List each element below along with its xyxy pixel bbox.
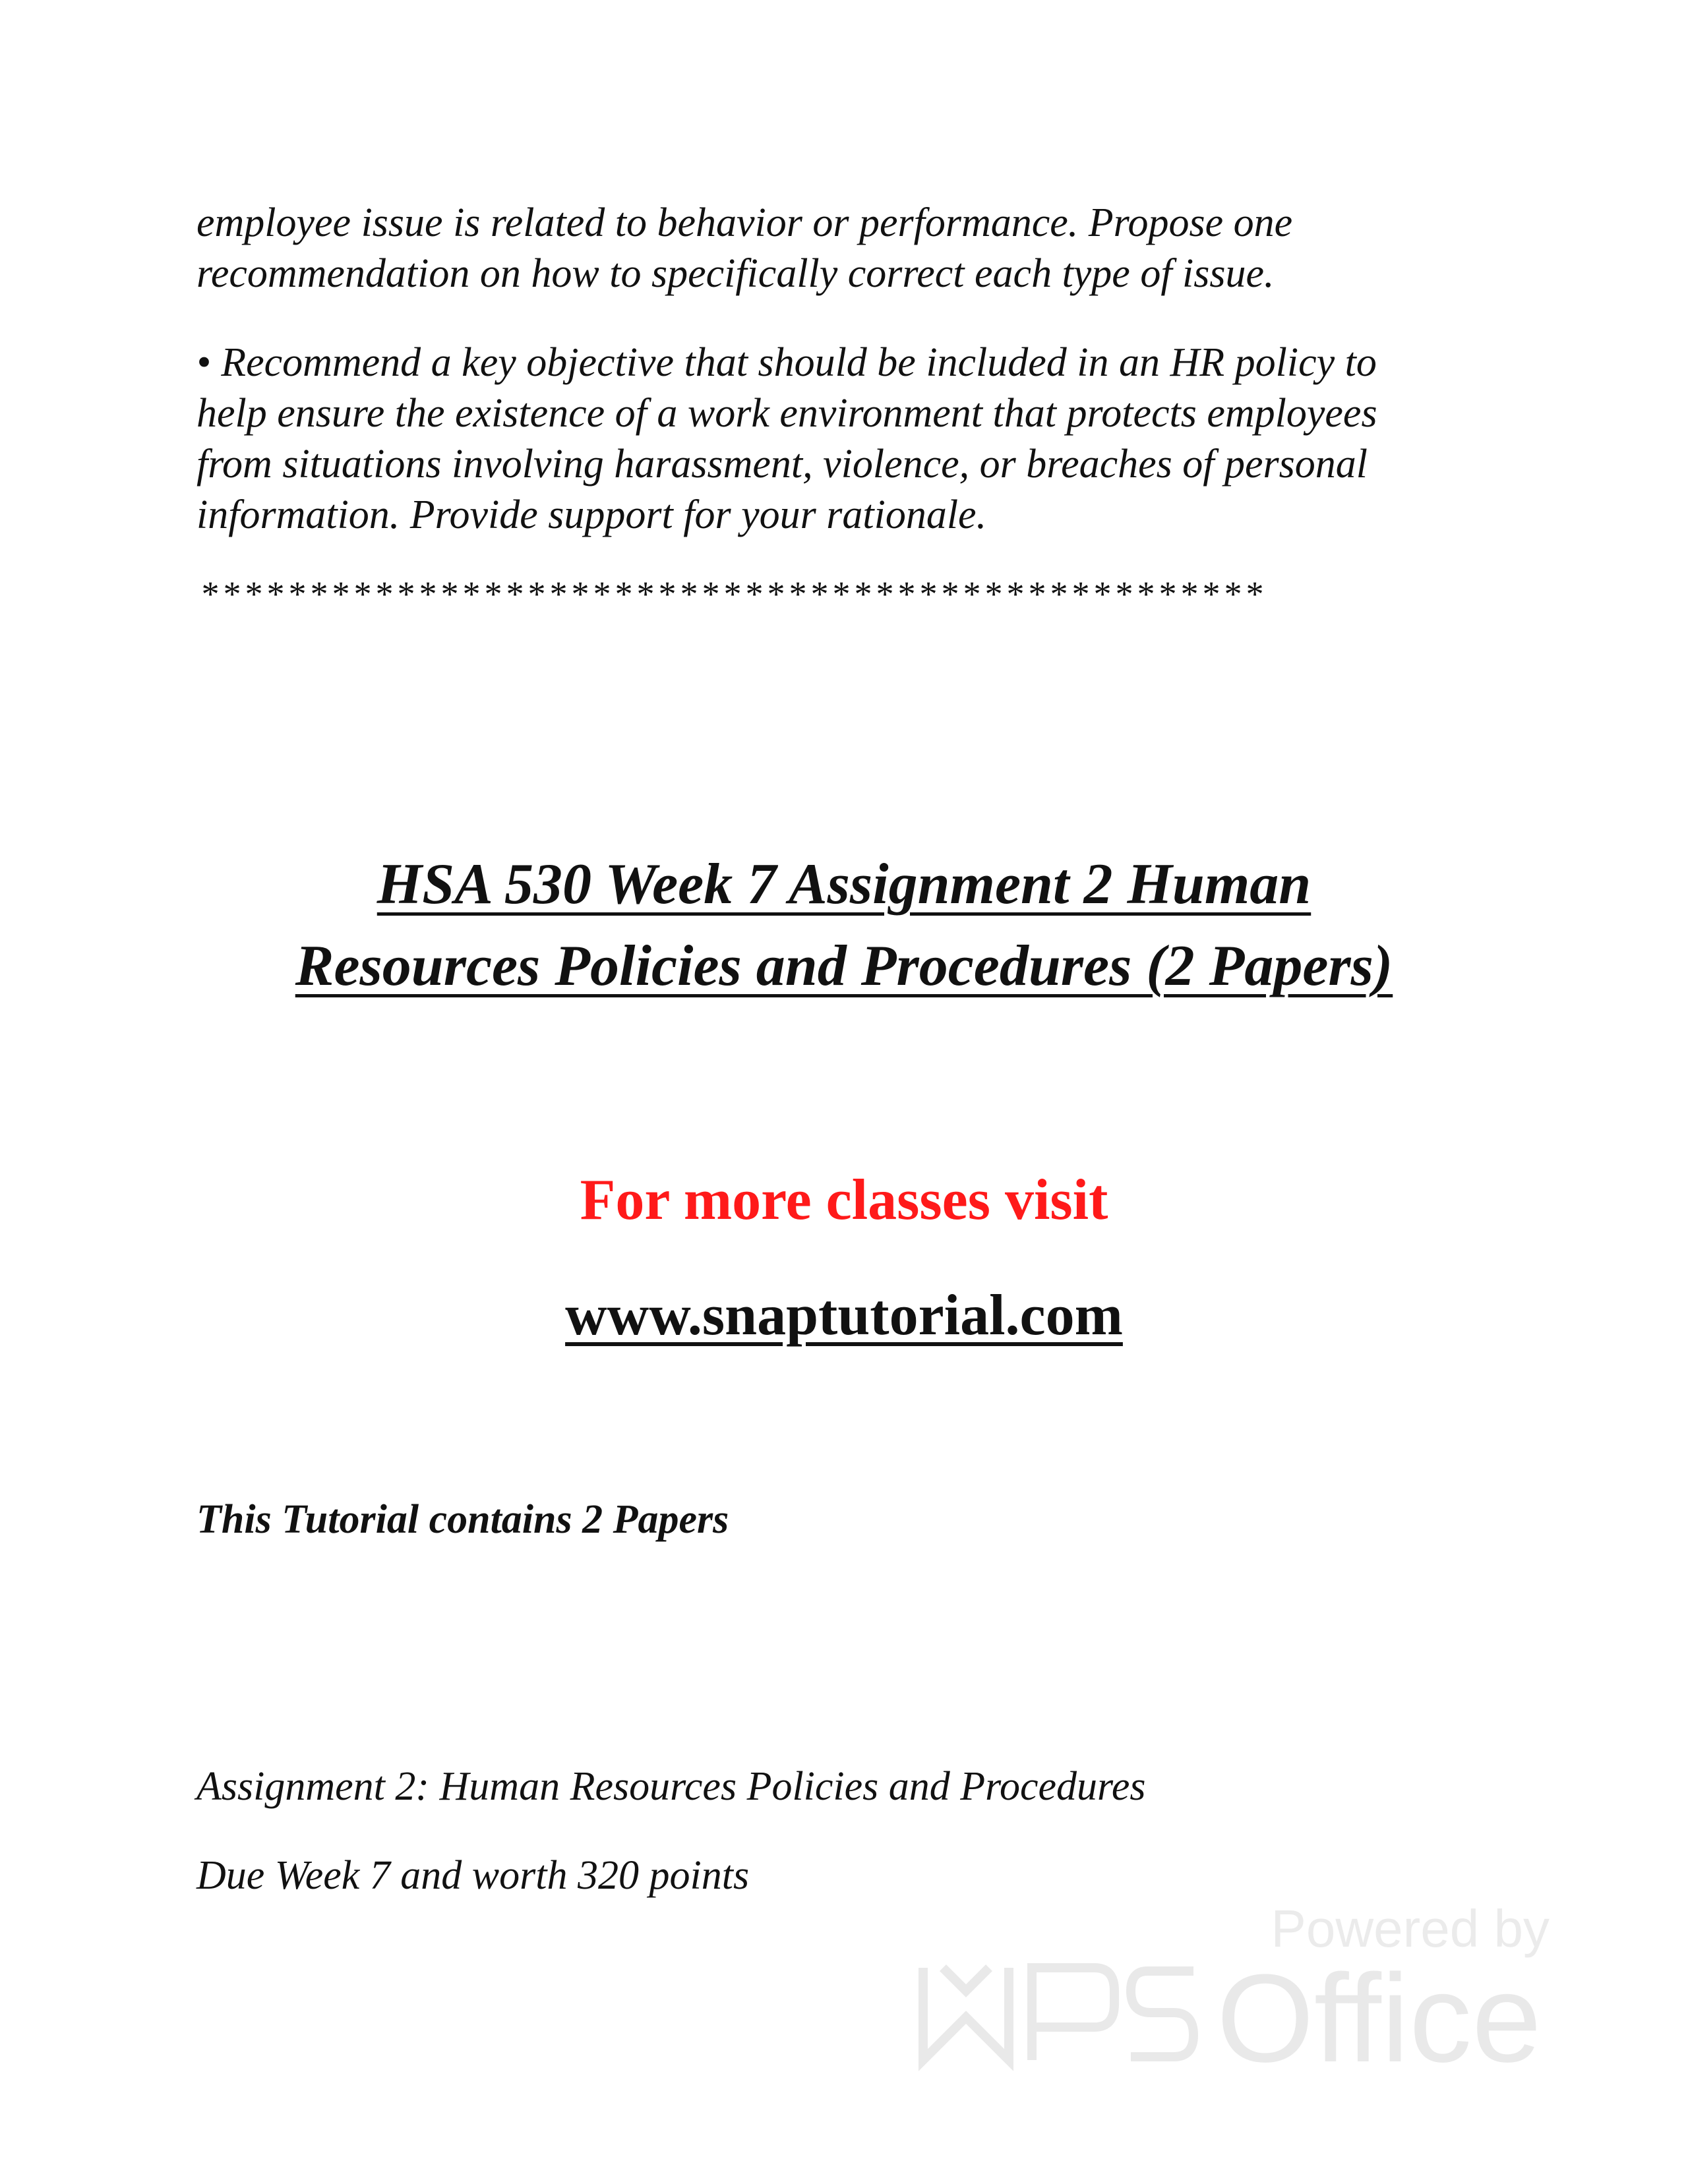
bullet-paragraph [196, 338, 1502, 541]
tutorial-contains: This Tutorial contains 2 Papers [196, 1497, 729, 1542]
title-line: Resources Policies and Procedures (2 Papers) [295, 934, 1393, 998]
asterisk-separator: ************************************************* [200, 574, 1266, 614]
paragraph-line: recommendation on how to specifically correct each type of issue. [196, 251, 1275, 296]
paragraph-line: help ensure the existence of a work environment that protects employees [196, 391, 1377, 436]
wps-watermark [917, 1899, 1550, 2073]
wps-office-logo-icon [917, 1955, 1550, 2073]
assignment-line: Assignment 2: Human Resources Policies and Procedures [196, 1764, 1146, 1809]
website-link[interactable]: www.snaptutorial.com [565, 1284, 1123, 1347]
title-line: HSA 530 Week 7 Assignment 2 Human [377, 852, 1311, 916]
due-line: Due Week 7 and worth 320 points [196, 1853, 750, 1898]
paragraph-line: information. Provide support for your rationale. [196, 492, 987, 537]
document-title [0, 844, 1688, 1007]
svg-text:Office: Office [1217, 1955, 1542, 2073]
paragraph-line: • Recommend a key objective that should be included in an HR policy to [196, 340, 1377, 385]
powered-by-text: Powered by [1271, 1899, 1550, 1958]
paragraph-line: from situations involving harassment, violence, or breaches of personal [196, 442, 1368, 487]
top-paragraph [196, 198, 1502, 299]
promo-text: For more classes visit [580, 1168, 1108, 1232]
paragraph-line: employee issue is related to behavior or performance. Propose one [196, 200, 1293, 245]
